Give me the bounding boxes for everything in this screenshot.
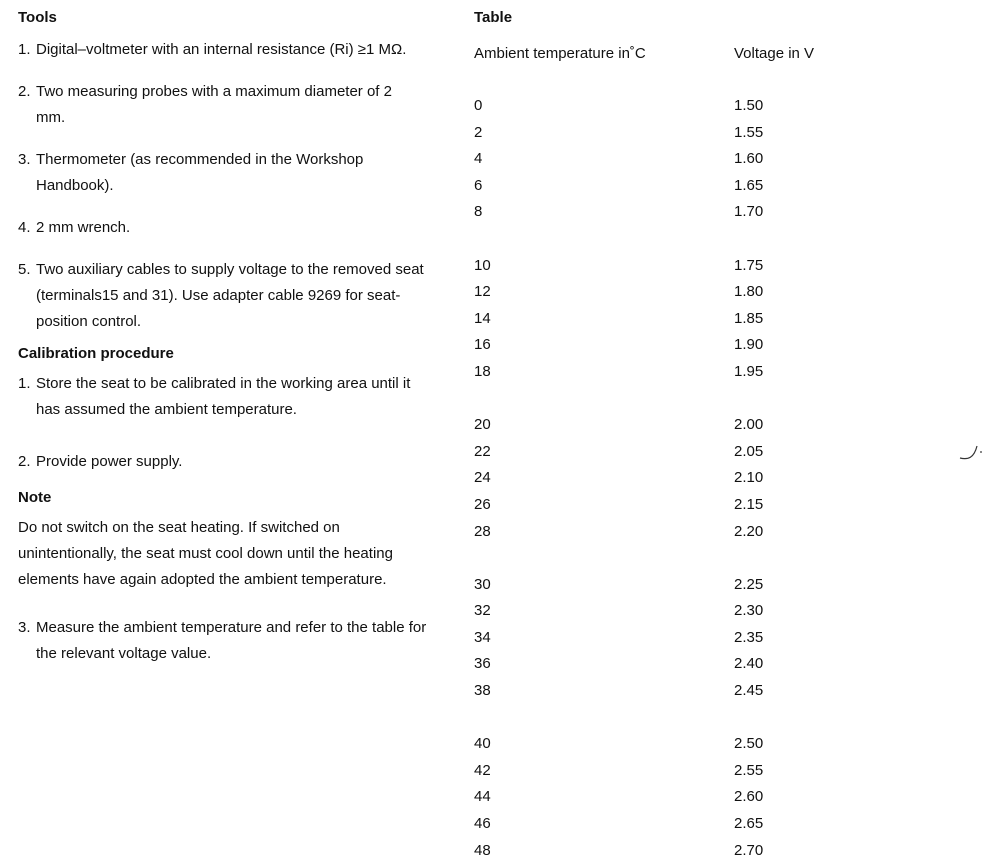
table-row — [474, 811, 894, 838]
temperature-cell: 24 — [474, 469, 491, 487]
table-column — [474, 5, 894, 864]
voltage-cell: 1.80 — [734, 283, 764, 301]
temperature-cell: 30 — [474, 575, 491, 593]
item-text: Two measuring probes with a maximum diameter of 2 mm. — [36, 83, 392, 126]
table-row — [474, 465, 894, 492]
temperature-cell: 46 — [474, 815, 491, 833]
table-row — [474, 784, 894, 811]
table-row — [474, 758, 894, 785]
table-row — [474, 146, 894, 173]
tools-item-4 — [18, 215, 438, 241]
item-text: Two auxiliary cables to supply voltage to the removed seat (terminals15 and 31). Use adapter cable 9269 for seat-position control. — [36, 261, 424, 330]
temperature-cell: 48 — [474, 841, 491, 859]
table-row — [474, 625, 894, 652]
item-text: Measure the ambient temperature and refer to the table for the relevant voltage value. — [36, 619, 427, 662]
voltage-cell: 1.95 — [734, 362, 764, 380]
group-spacer — [474, 705, 894, 732]
table-row — [474, 173, 894, 200]
column-header-voltage: Voltage in V — [734, 45, 815, 62]
calibration-heading: Calibration procedure — [18, 345, 174, 362]
table-header-row — [474, 41, 894, 67]
voltage-cell: 2.50 — [734, 735, 764, 753]
item-text: Store the seat to be calibrated in the working area until it has assumed the ambient temperature. — [36, 375, 411, 418]
table-row — [474, 279, 894, 306]
temperature-cell: 2 — [474, 123, 483, 141]
temperature-cell: 20 — [474, 416, 491, 434]
table-row — [474, 572, 894, 599]
temperature-cell: 28 — [474, 522, 491, 540]
temperature-cell: 34 — [474, 628, 491, 646]
temperature-cell: 26 — [474, 495, 491, 513]
left-column — [18, 5, 438, 667]
temperature-cell: 18 — [474, 362, 491, 380]
item-number: 2. — [18, 83, 31, 100]
temperature-cell: 16 — [474, 336, 491, 354]
table-row — [474, 651, 894, 678]
note-heading: Note — [18, 489, 52, 506]
table-row — [474, 93, 894, 120]
item-number: 3. — [18, 619, 31, 636]
table-row — [474, 412, 894, 439]
tools-item-2 — [18, 79, 438, 131]
note-text: Do not switch on the seat heating. If switched on unintentionally, the seat must cool down until the heating elements have again adopted the ambient temperature. — [18, 519, 393, 588]
item-text: 2 mm wrench. — [36, 219, 131, 236]
voltage-cell: 2.25 — [734, 575, 764, 593]
voltage-cell: 1.70 — [734, 203, 764, 221]
table-row — [474, 492, 894, 519]
calibration-item-1 — [18, 371, 438, 423]
voltage-cell: 1.75 — [734, 256, 764, 274]
temperature-cell: 14 — [474, 309, 491, 327]
voltage-cell: 2.05 — [734, 442, 764, 460]
table-row — [474, 439, 894, 466]
voltage-cell: 2.60 — [734, 788, 764, 806]
item-number: 2. — [18, 453, 31, 470]
tools-item-3 — [18, 147, 438, 199]
tools-item-5 — [18, 257, 438, 335]
table-row — [474, 306, 894, 333]
temperature-cell: 42 — [474, 761, 491, 779]
table-row — [474, 253, 894, 280]
voltage-cell: 2.70 — [734, 841, 764, 859]
voltage-cell: 2.40 — [734, 655, 764, 673]
voltage-cell: 1.90 — [734, 336, 764, 354]
temperature-cell: 32 — [474, 602, 491, 620]
table-body — [474, 93, 894, 864]
voltage-cell: 2.00 — [734, 416, 764, 434]
pen-mark — [956, 440, 984, 464]
temperature-cell: 8 — [474, 203, 483, 221]
voltage-cell: 1.55 — [734, 123, 764, 141]
group-spacer — [474, 226, 894, 253]
voltage-cell: 2.55 — [734, 761, 764, 779]
temperature-cell: 36 — [474, 655, 491, 673]
table-row — [474, 120, 894, 147]
temperature-cell: 10 — [474, 256, 491, 274]
voltage-cell: 1.65 — [734, 176, 764, 194]
group-spacer — [474, 386, 894, 413]
voltage-cell: 2.45 — [734, 682, 764, 700]
voltage-cell: 1.85 — [734, 309, 764, 327]
voltage-cell: 2.30 — [734, 602, 764, 620]
table-row — [474, 598, 894, 625]
item-text: Provide power supply. — [36, 453, 183, 470]
table-row — [474, 332, 894, 359]
group-spacer — [474, 545, 894, 572]
voltage-cell: 2.20 — [734, 522, 764, 540]
item-number: 1. — [18, 41, 31, 58]
column-header-temperature: Ambient temperature in˚C — [474, 45, 646, 62]
table-row — [474, 731, 894, 758]
table-row — [474, 838, 894, 864]
temperature-cell: 12 — [474, 283, 491, 301]
calibration-item-3 — [18, 615, 438, 667]
voltage-cell: 2.15 — [734, 495, 764, 513]
item-number: 5. — [18, 261, 31, 278]
voltage-cell: 1.60 — [734, 150, 764, 168]
calibration-item-2 — [18, 449, 438, 475]
temperature-cell: 38 — [474, 682, 491, 700]
item-number: 1. — [18, 375, 31, 392]
temperature-cell: 40 — [474, 735, 491, 753]
tools-item-1 — [18, 37, 438, 63]
table-row — [474, 678, 894, 705]
tools-heading: Tools — [18, 9, 57, 26]
table-row — [474, 359, 894, 386]
item-number: 4. — [18, 219, 31, 236]
temperature-cell: 44 — [474, 788, 491, 806]
temperature-cell: 22 — [474, 442, 491, 460]
voltage-cell: 2.65 — [734, 815, 764, 833]
voltage-cell: 2.10 — [734, 469, 764, 487]
item-text: Thermometer (as recommended in the Workshop Handbook). — [36, 151, 364, 194]
item-number: 3. — [18, 151, 31, 168]
table-row — [474, 519, 894, 546]
table-row — [474, 199, 894, 226]
temperature-cell: 6 — [474, 176, 483, 194]
temperature-cell: 4 — [474, 150, 483, 168]
voltage-cell: 1.50 — [734, 97, 764, 114]
voltage-cell: 2.35 — [734, 628, 764, 646]
item-text: Digital–voltmeter with an internal resistance (Ri) ≥1 MΩ. — [36, 41, 407, 58]
temperature-cell: 0 — [474, 97, 483, 114]
table-heading: Table — [474, 9, 513, 26]
